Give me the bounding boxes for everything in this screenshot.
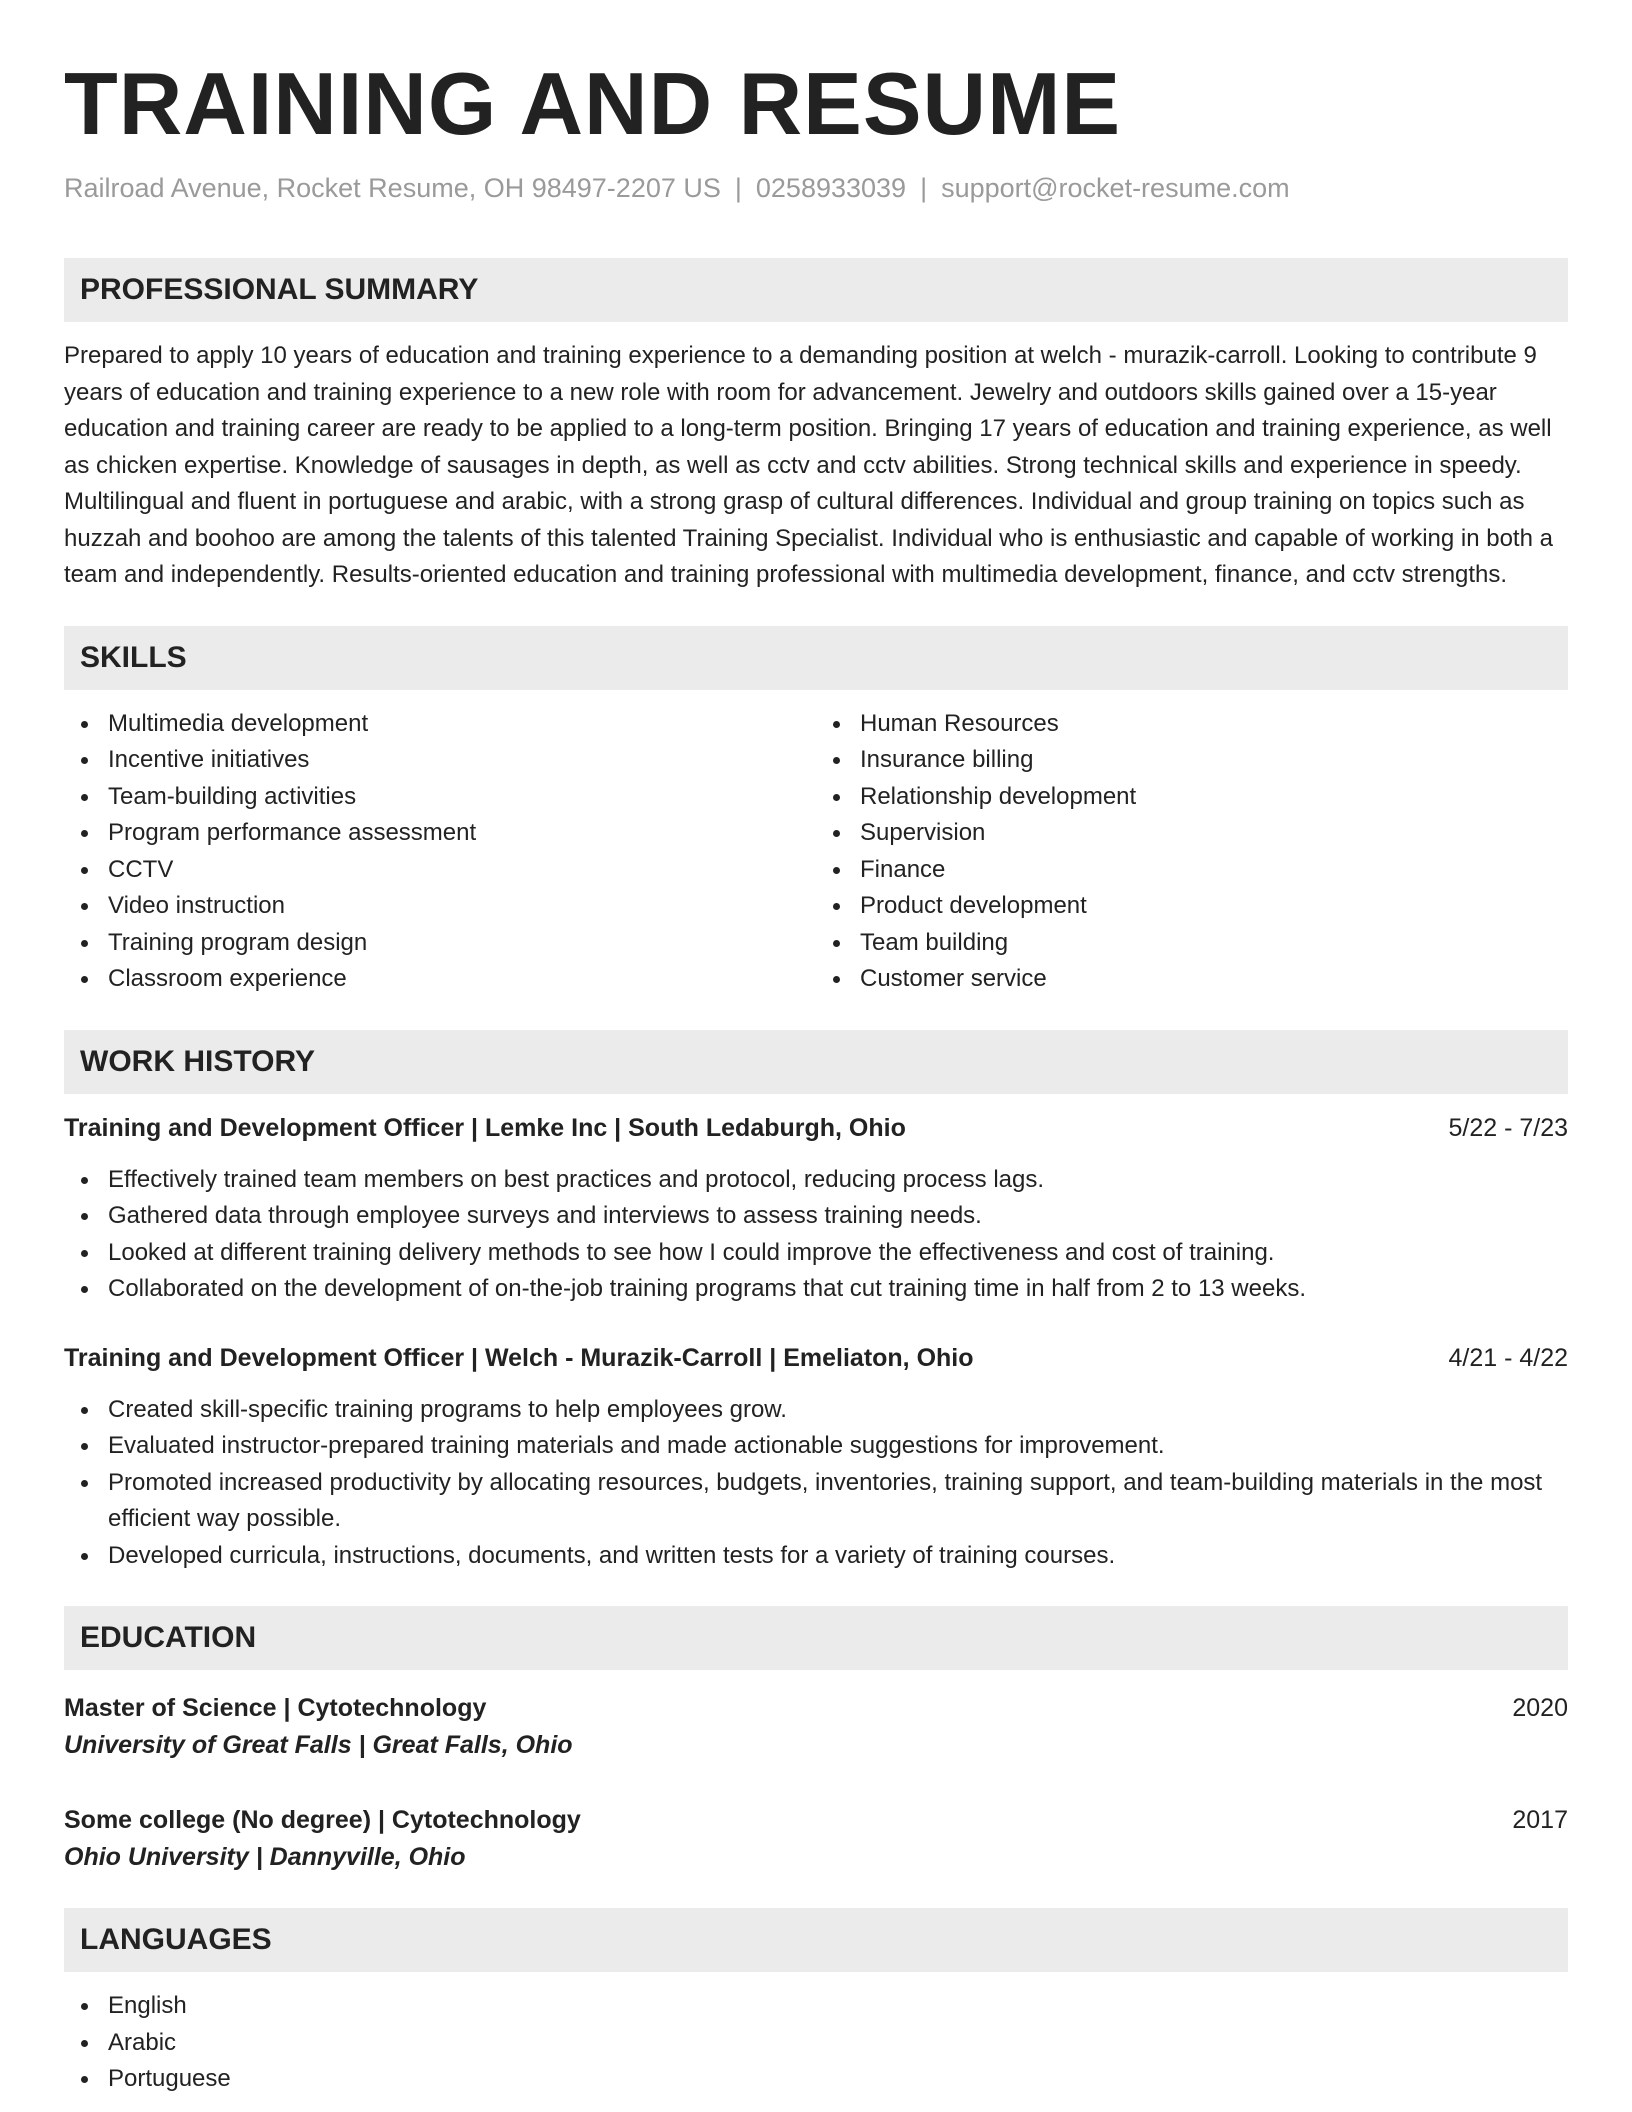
summary-text: Prepared to apply 10 years of education and training experience to a demanding position at welch - murazik-carroll. Looking to contribute 9 years of education and training experience to a new role with room for advancement. Jewelry and outdoors skills gained over a 15-year education and training career are ready to be applied to a long-term position. Bringing 17 years of education and training experience, as well as chicken expertise. Knowledge of sausages in depth, as well as cctv and cctv abilities. Strong technical skills and experience in speedy. Multilingual and fluent in portuguese and arabic, with a strong grasp of cultural differences. Individual and group training on topics such as huzzah and boohoo are among the talents of this talented Training Specialist. Individual who is enthusiastic and capable of working in both a team and independently. Results-oriented education and training professional with multimedia development, finance, and cctv strengths. [64,342,1553,588]
job-bullet: Looked at different training delivery methods to see how I could improve the effectiveness and cost of training. [64,1235,1568,1272]
education-degree: Master of Science | Cytotechnology [64,1694,487,1722]
education-header [64,1802,1568,1838]
resume-name: TRAINING AND RESUME [64,54,1122,153]
skill-item: Program performance assessment [64,815,816,852]
job-dates: 4/21 - 4/22 [1448,1343,1568,1372]
skill-item: Training program design [64,925,816,962]
job-bullet: Evaluated instructor-prepared training materials and made actionable suggestions for improvement. [64,1428,1568,1465]
job-bullet: Created skill-specific training programs to help employees grow. [64,1392,1568,1429]
education-header [64,1690,1568,1726]
job-dates: 5/22 - 7/23 [1448,1113,1568,1142]
skill-item: Team building [816,925,1568,962]
job-bullets [64,1392,1568,1575]
skill-item: Incentive initiatives [64,742,816,779]
job-bullets [64,1162,1568,1308]
languages-list [64,1988,1568,2098]
job-bullet: Promoted increased productivity by allocating resources, budgets, inventories, training support, and team-building materials in the most efficient way possible. [64,1465,1568,1538]
section-header-work-history: WORK HISTORY [64,1030,1568,1094]
contact-email: support@rocket-resume.com [941,173,1290,203]
skills-column-left [64,706,816,998]
skill-item: Classroom experience [64,961,816,998]
skill-item: CCTV [64,852,816,889]
job-bullet: Developed curricula, instructions, documents, and written tests for a variety of training courses. [64,1538,1568,1575]
contact-address: Railroad Avenue, Rocket Resume, OH 98497-2207 US [64,173,721,203]
skill-item: Insurance billing [816,742,1568,779]
section-header-skills: SKILLS [64,626,1568,690]
education-school: Ohio University | Dannyville, Ohio [64,1843,466,1871]
job-bullet: Effectively trained team members on best practices and protocol, reducing process lags. [64,1162,1568,1199]
skill-item: Video instruction [64,888,816,925]
skill-item: Human Resources [816,706,1568,743]
job-title: Training and Development Officer | Lemke Inc | South Ledaburgh, Ohio [64,1113,906,1142]
job-header [64,1110,1568,1146]
education-year: 2020 [1512,1694,1568,1722]
job-header [64,1340,1568,1376]
language-item: Portuguese [64,2061,1568,2098]
language-item: English [64,1988,1568,2025]
language-item: Arabic [64,2025,1568,2062]
job-entry [64,1340,1568,1575]
section-header-languages: LANGUAGES [64,1908,1568,1972]
skills-list [64,706,1568,998]
skill-item: Multimedia development [64,706,816,743]
contact-line [64,170,1568,206]
contact-phone: 0258933039 [755,173,907,203]
education-degree: Some college (No degree) | Cytotechnology [64,1806,581,1834]
skill-item: Product development [816,888,1568,925]
skill-item: Relationship development [816,779,1568,816]
skill-item: Supervision [816,815,1568,852]
job-bullet: Gathered data through employee surveys and interviews to assess training needs. [64,1198,1568,1235]
skill-item: Customer service [816,961,1568,998]
education-entry [64,1690,1568,1764]
education-entry [64,1802,1568,1876]
job-entry [64,1110,1568,1308]
skills-column-right [816,706,1568,998]
skill-item: Finance [816,852,1568,889]
contact-separator: | [920,173,928,203]
section-header-education: EDUCATION [64,1606,1568,1670]
contact-separator: | [734,173,742,203]
section-header-summary: PROFESSIONAL SUMMARY [64,258,1568,322]
job-title: Training and Development Officer | Welch - Murazik-Carroll | Emeliaton, Ohio [64,1343,974,1372]
education-year: 2017 [1512,1806,1568,1834]
education-school: University of Great Falls | Great Falls, Ohio [64,1731,573,1759]
job-bullet: Collaborated on the development of on-the-job training programs that cut training time in half from 2 to 13 weeks. [64,1271,1568,1308]
skill-item: Team-building activities [64,779,816,816]
